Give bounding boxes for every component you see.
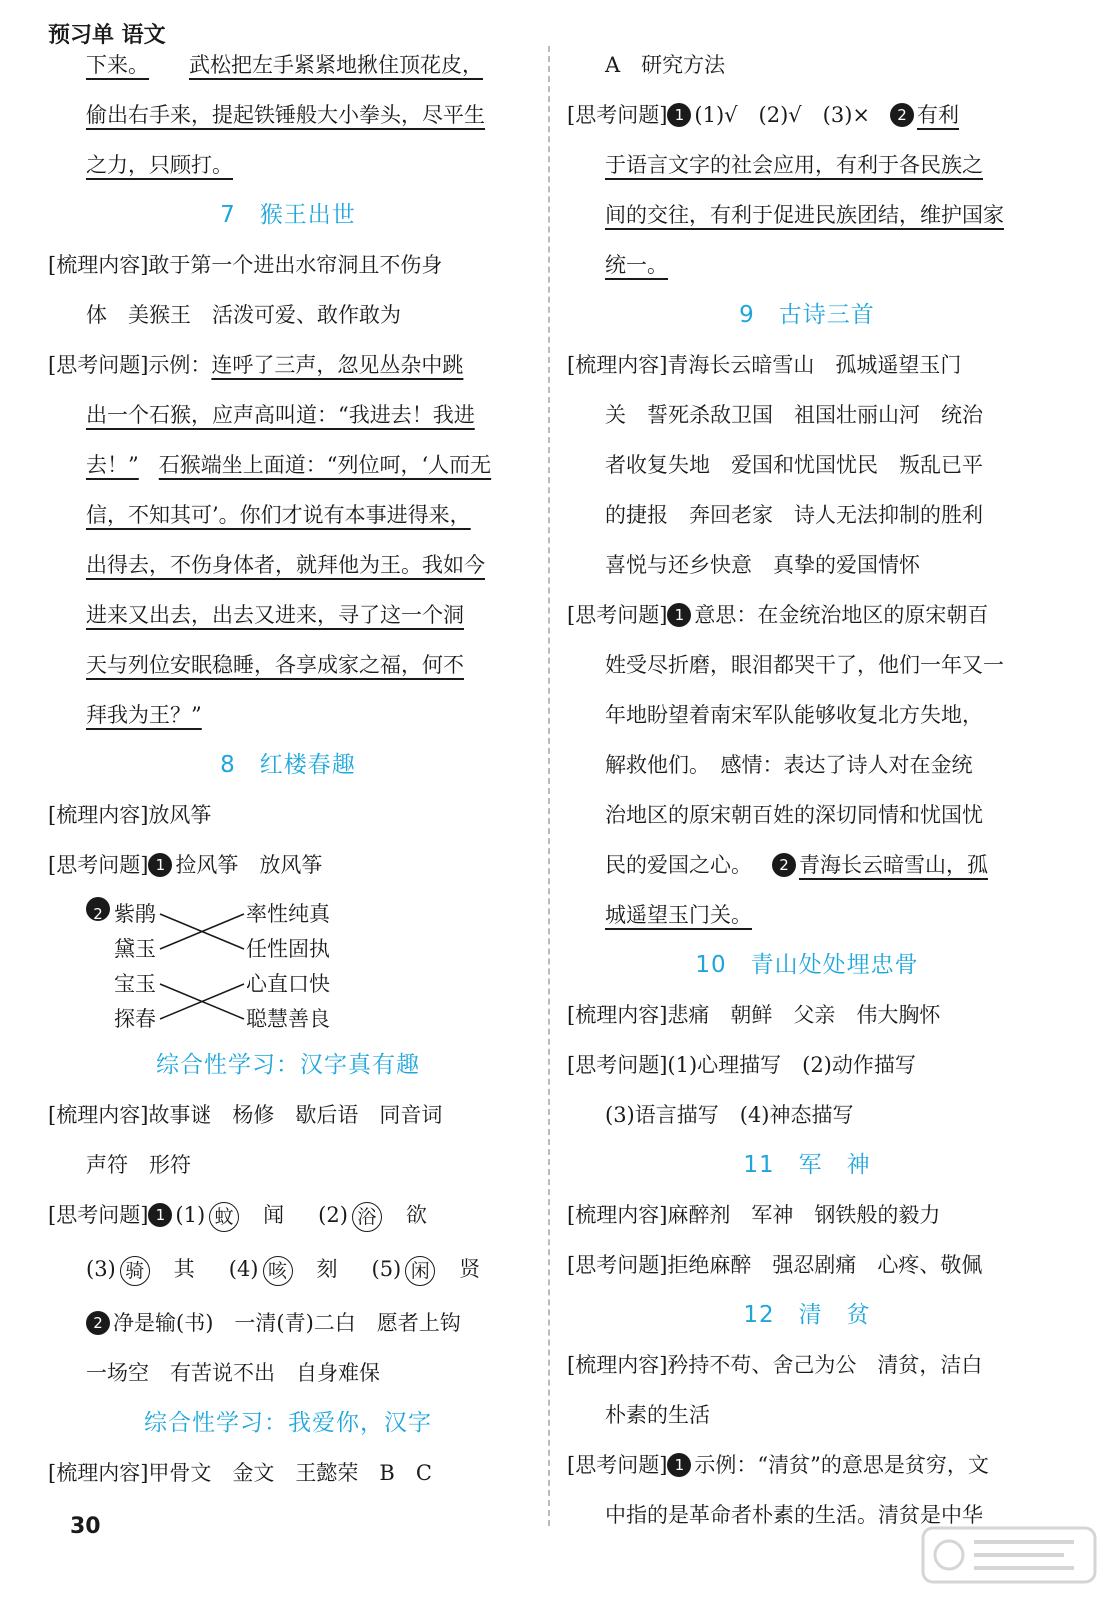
character-matching	[48, 894, 528, 1034]
text-line: 喜悦与还乡快意 真挚的爱国情怀	[605, 553, 920, 577]
number-badge: 2	[86, 1311, 110, 1335]
match-left-item: 黛玉	[114, 937, 156, 961]
text-line: 者收复失地 爱国和忧国忧民 叛乱已平	[605, 453, 983, 477]
right-column	[567, 40, 1047, 1540]
circled-char: 浴	[352, 1202, 382, 1232]
text-line: 一场空 有苦说不出 自身难保	[86, 1361, 380, 1385]
column-divider	[548, 46, 550, 1526]
text-line: 统一。	[605, 253, 668, 277]
text-line: 年地盼望着南宋军队能够收复北方失地，	[605, 703, 983, 727]
text-line: 天与列位安眠稳睡，各享成家之福，何不	[86, 653, 464, 677]
text-line: 关 誓死杀敌卫国 祖国壮丽山河 统治	[605, 403, 983, 427]
think-question: [思考问题] 1 (1) 蚊 闻 (2) 浴 欲	[48, 1190, 528, 1240]
text-line: 声符 形符	[86, 1153, 191, 1177]
text-line: 出得去，不伤身体者，就拜他为王。我如今	[86, 553, 485, 577]
text-line: 于语言文字的社会应用，有利于各民族之	[605, 153, 983, 177]
match-left-item: 紫鹃	[114, 902, 156, 926]
text-line: 进来又出去，出去又进来，寻了这一个洞	[86, 603, 464, 627]
text-line: 朴素的生活	[605, 1403, 710, 1427]
text-line: (3)语言描写 (4)神态描写	[605, 1103, 854, 1127]
text-line: (3) 骑 其 (4) 咳 刻 (5) 闲 贤	[48, 1240, 528, 1298]
section-title-12: 12 清 贫	[743, 1302, 871, 1328]
section-title-zh1: 综合性学习：汉字真有趣	[156, 1052, 420, 1078]
watermark-logo-icon	[919, 1520, 1099, 1590]
think-question: [思考问题]拒绝麻醉 强忍剧痛 心疼、敬佩	[567, 1253, 983, 1277]
text-line: 中指的是革命者朴素的生活。清贫是中华	[605, 1503, 983, 1527]
text-line: 偷出右手来，提起铁锤般大小拳头，尽平生	[86, 103, 485, 127]
think-question: [思考问题]示例：连呼了三声，忽见丛杂中跳	[48, 353, 464, 377]
text-line: 城遥望玉门关。	[605, 903, 752, 927]
number-badge: 2	[890, 103, 914, 127]
section-title-9: 9 古诗三首	[739, 302, 875, 328]
page-header: 预习单 语文	[48, 23, 166, 48]
number-badge: 1	[148, 1203, 172, 1227]
section-title-zh2: 综合性学习：我爱你，汉字	[144, 1410, 432, 1436]
text-line: 解救他们。 感情：表达了诗人对在金统	[605, 753, 973, 777]
page-number: 30	[70, 1514, 101, 1539]
text-line: 姓受尽折磨，眼泪都哭干了，他们一年又一	[605, 653, 1004, 677]
text-line: A 研究方法	[605, 53, 726, 77]
review-content: [梳理内容]麻醉剂 军神 钢铁般的毅力	[567, 1203, 941, 1227]
text-line: 2 净是输(书) 一清(青)二白 愿者上钩	[48, 1298, 528, 1348]
text-line: 治地区的原宋朝百姓的深切同情和忧国忧	[605, 803, 983, 827]
review-content: [梳理内容]故事谜 杨修 歇后语 同音词	[48, 1103, 443, 1127]
think-question: [思考问题] 1 (1)√ (2)√ (3)× 2 有利	[567, 103, 959, 127]
text-line: 去！” 石猴端坐上面道：“列位呵，‘人而无	[86, 453, 492, 477]
think-question: [思考问题] 1 捡风筝 放风筝	[48, 853, 323, 877]
text-line: 出一个石猴，应声高叫道：“我进去！我进	[86, 403, 475, 427]
review-content: [梳理内容]放风筝	[48, 803, 212, 827]
circled-char: 蚊	[209, 1202, 239, 1232]
section-title-7: 7 猴王出世	[220, 202, 356, 228]
left-column	[48, 40, 528, 1498]
text-line: 民的爱国之心。 2 青海长云暗雪山，孤	[605, 853, 988, 877]
text-line: 信，不知其可’。你们才说有本事进得来，	[86, 503, 471, 527]
review-content: [梳理内容]悲痛 朝鲜 父亲 伟大胸怀	[567, 1003, 941, 1027]
number-badge: 2	[772, 853, 796, 877]
text-line: 之力，只顾打。	[86, 153, 233, 177]
circled-char: 咳	[263, 1256, 293, 1286]
text-line: 体 美猴王 活泼可爱、敢作敢为	[86, 303, 401, 327]
number-badge: 1	[667, 603, 691, 627]
section-title-8: 8 红楼春趣	[220, 752, 356, 778]
match-right-item: 聪慧善良	[246, 1007, 330, 1031]
think-question: [思考问题] 1 意思：在金统治地区的原宋朝百	[567, 603, 989, 627]
think-question: [思考问题](1)心理描写 (2)动作描写	[567, 1053, 916, 1077]
match-number: 2	[86, 897, 113, 931]
section-title-10: 10 青山处处埋忠骨	[695, 952, 919, 978]
section-title-11: 11 军 神	[743, 1152, 871, 1178]
number-badge: 1	[667, 103, 691, 127]
text-line: 拜我为王？”	[86, 703, 202, 727]
text-line: 间的交往，有利于促进民族团结，维护国家	[605, 203, 1004, 227]
think-question: [思考问题] 1 示例：“清贫”的意思是贫穷，文	[567, 1453, 989, 1477]
review-content: [梳理内容]甲骨文 金文 王懿荣 B C	[48, 1461, 432, 1485]
text-line: 的捷报 奔回老家 诗人无法抑制的胜利	[605, 503, 983, 527]
match-right-item: 率性纯真	[246, 902, 330, 926]
circled-char: 闲	[405, 1256, 435, 1286]
text-line: 下来。 武松把左手紧紧地揪住顶花皮，	[86, 53, 483, 77]
match-right-item: 任性固执	[246, 937, 330, 961]
match-left-item: 宝玉	[114, 972, 156, 996]
review-content: [梳理内容]敢于第一个进出水帘洞且不伤身	[48, 253, 443, 277]
number-badge: 1	[667, 1453, 691, 1477]
match-right-item: 心直口快	[246, 972, 330, 996]
review-content: [梳理内容]矜持不苟、舍己为公 清贫，洁白	[567, 1353, 983, 1377]
circled-char: 骑	[120, 1256, 150, 1286]
review-content: [梳理内容]青海长云暗雪山 孤城遥望玉门	[567, 353, 962, 377]
match-left-item: 探春	[114, 1007, 156, 1031]
number-badge: 1	[148, 853, 172, 877]
